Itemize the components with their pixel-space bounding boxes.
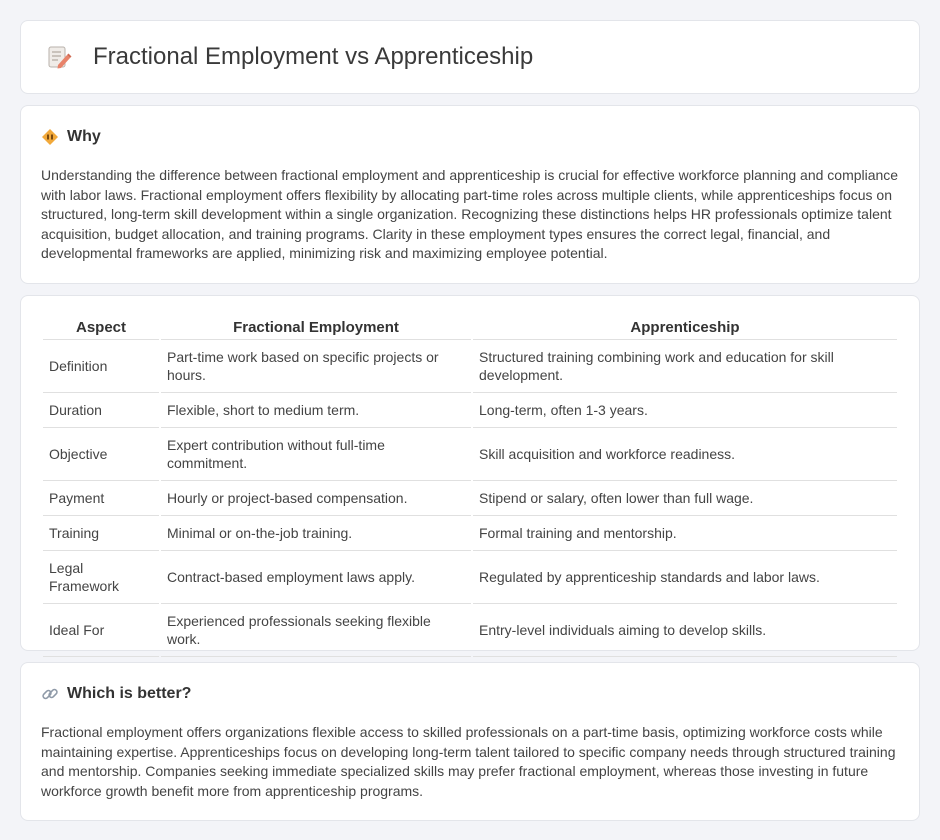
why-heading — [41, 126, 899, 148]
table-row — [43, 481, 897, 516]
better-title: Which is better? — [67, 685, 192, 702]
memo-pencil-icon — [45, 43, 73, 71]
cell-aspect: Objective — [43, 428, 159, 481]
table-header-row — [43, 314, 897, 340]
comparison-table — [41, 314, 899, 657]
why-text: Understanding the difference between fractional employment and apprenticeship is crucial for effective workforce planning and compliance with labor laws. Fractional employment offers flexibility by allocating part-time roles across multiple clients, while apprenticeships focus on structured, long-term skill development within a single organization. Recognizing these distinctions helps HR professionals optimize talent acquisition, budget allocation, and training programs. Clarity in these employment types ensures the correct legal, financial, and developmental frameworks are applied, minimizing risk and maximizing employee potential. — [41, 167, 899, 262]
cell-apprenticeship: Regulated by apprenticeship standards and labor laws. — [473, 551, 897, 604]
link-icon — [41, 685, 59, 703]
cell-aspect: Duration — [43, 393, 159, 428]
why-section — [20, 105, 920, 284]
cell-aspect: Payment — [43, 481, 159, 516]
why-title: Why — [67, 128, 101, 145]
cell-fractional: Hourly or project-based compensation. — [161, 481, 471, 516]
cell-aspect: Definition — [43, 340, 159, 393]
diamond-icon — [41, 128, 59, 146]
table-row — [43, 340, 897, 393]
table-row — [43, 604, 897, 657]
better-text: Fractional employment offers organizations flexible access to skilled professionals on a part-time basis, optimizing workforce costs while maintaining expertise. Apprenticeships focus on developing long-term talent tailored to specific company needs through structured training and mentorship. Companies seeking immediate specialized skills may prefer fractional employment, whereas those investing in future workforce growth benefit more from apprenticeship programs. — [41, 724, 896, 799]
table-row — [43, 516, 897, 551]
cell-apprenticeship: Structured training combining work and education for skill development. — [473, 340, 897, 393]
better-section — [20, 662, 920, 821]
header-aspect: Aspect — [43, 314, 159, 340]
comparison-section — [20, 295, 920, 651]
table-row — [43, 393, 897, 428]
cell-fractional: Part-time work based on specific projects or hours. — [161, 340, 471, 393]
cell-aspect: Legal Framework — [43, 551, 159, 604]
cell-apprenticeship: Stipend or salary, often lower than full wage. — [473, 481, 897, 516]
table-row — [43, 551, 897, 604]
cell-fractional: Flexible, short to medium term. — [161, 393, 471, 428]
header-fractional: Fractional Employment — [161, 314, 471, 340]
page-title: Fractional Employment vs Apprenticeship — [93, 43, 534, 70]
cell-fractional: Experienced professionals seeking flexible work. — [161, 604, 471, 657]
cell-apprenticeship: Long-term, often 1-3 years. — [473, 393, 897, 428]
cell-apprenticeship: Entry-level individuals aiming to develop skills. — [473, 604, 897, 657]
cell-apprenticeship: Formal training and mentorship. — [473, 516, 897, 551]
cell-aspect: Ideal For — [43, 604, 159, 657]
cell-fractional: Minimal or on-the-job training. — [161, 516, 471, 551]
cell-aspect: Training — [43, 516, 159, 551]
cell-apprenticeship: Skill acquisition and workforce readiness. — [473, 428, 897, 481]
better-heading — [41, 683, 899, 705]
cell-fractional: Contract-based employment laws apply. — [161, 551, 471, 604]
header-card — [20, 20, 920, 94]
cell-fractional: Expert contribution without full-time commitment. — [161, 428, 471, 481]
header-apprenticeship: Apprenticeship — [473, 314, 897, 340]
table-row — [43, 428, 897, 481]
